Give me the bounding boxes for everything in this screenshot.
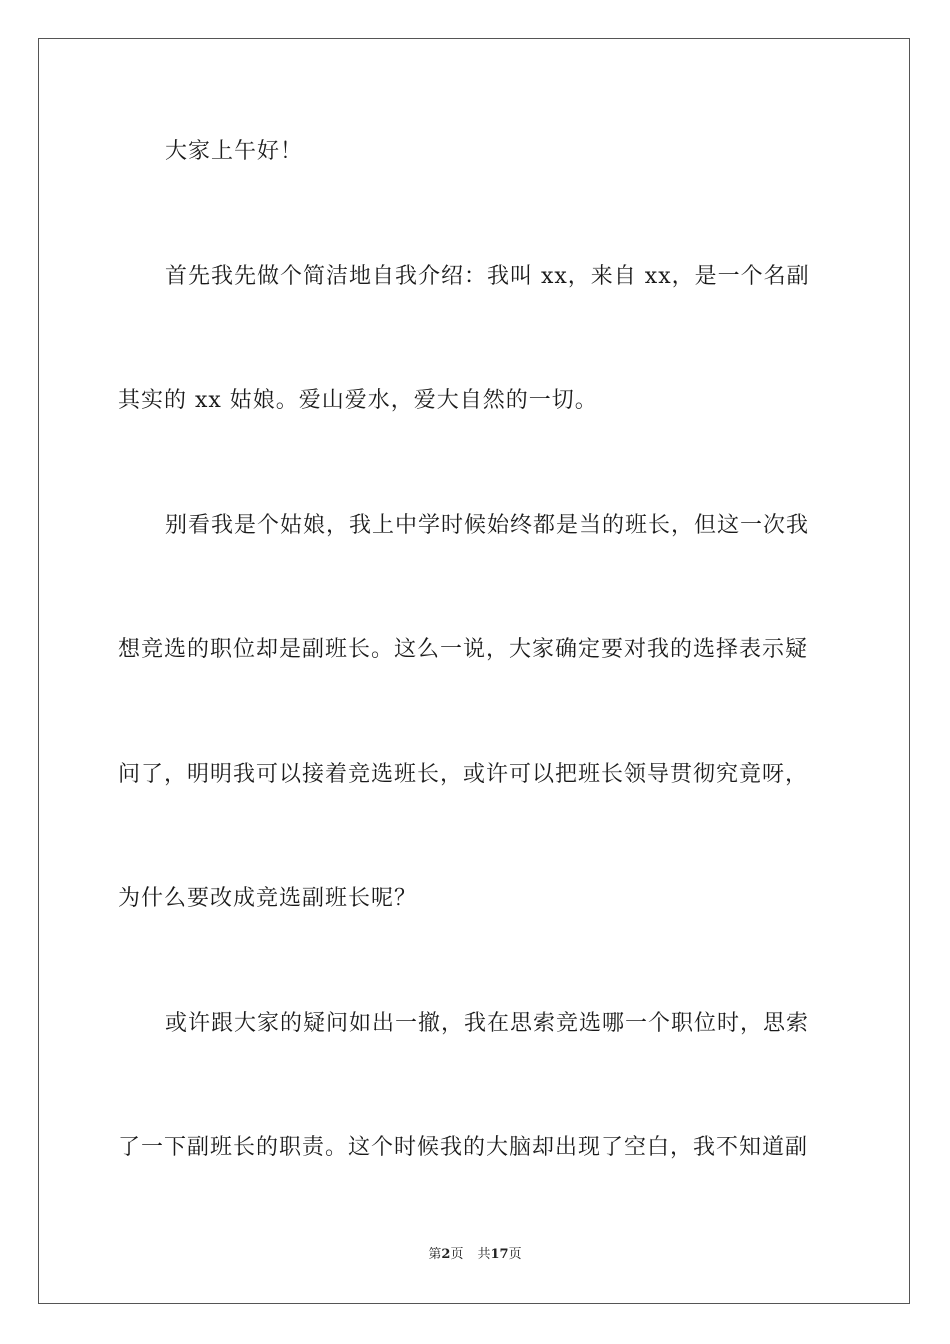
paragraph-background-line-1: 别看我是个姑娘，我上中学时候始终都是当的班长，但这一次我 — [165, 513, 810, 538]
paragraph-background-line-2: 想竞选的职位却是副班长。这么一说，大家确定要对我的选择表示疑 — [118, 637, 809, 662]
footer-page-number: 2 — [441, 1247, 451, 1262]
paragraph-background-line-4: 为什么要改成竞选副班长呢？ — [118, 886, 418, 911]
paragraph-background-line-3: 问了，明明我可以接着竞选班长，或许可以把班长领导贯彻究竟呀， — [118, 762, 809, 787]
paragraph-reason-line-2: 了一下副班长的职责。这个时候我的大脑却出现了空白，我不知道副 — [118, 1135, 809, 1160]
footer-page-prefix: 第 — [428, 1247, 442, 1262]
paragraph-greeting: 大家上午好！ — [165, 139, 304, 164]
footer-page-suffix: 页 — [450, 1247, 464, 1262]
page-footer — [0, 1246, 950, 1264]
page-frame — [38, 38, 910, 1304]
paragraph-reason-line-1: 或许跟大家的疑问如出一撤，我在思索竞选哪一个职位时，思索 — [165, 1011, 810, 1036]
footer-total-number: 17 — [490, 1247, 509, 1262]
paragraph-intro-line-1: 首先我先做个简洁地自我介绍：我叫 xx，来自 xx，是一个名副 — [165, 264, 810, 289]
paragraph-intro-line-2: 其实的 xx 姑娘。爱山爱水，爱大自然的一切。 — [118, 388, 598, 413]
footer-total-prefix: 共 — [477, 1247, 491, 1262]
footer-total-suffix: 页 — [508, 1247, 522, 1262]
